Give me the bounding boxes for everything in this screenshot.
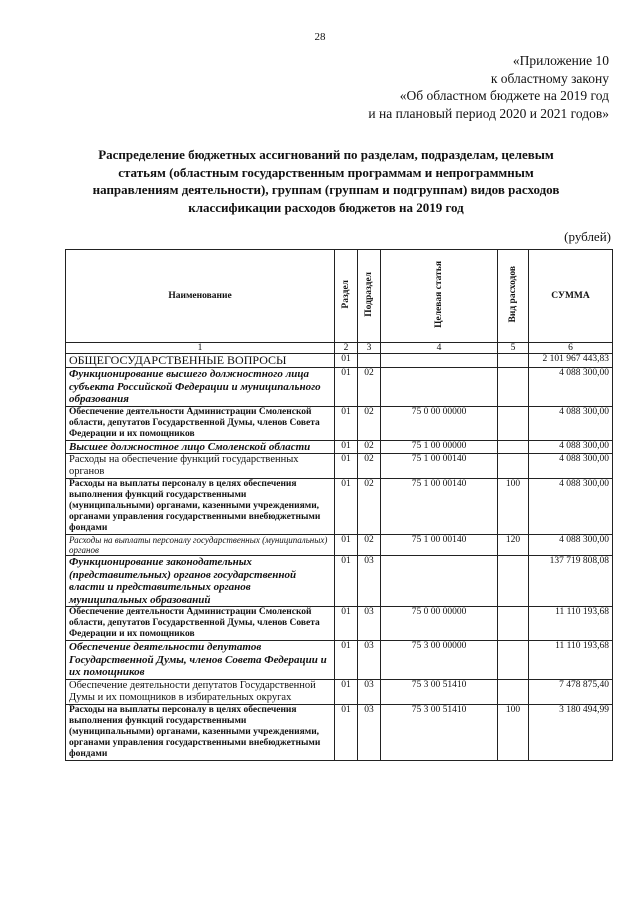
row-target-cell: 75 3 00 51410 — [381, 704, 498, 760]
table-row — [66, 454, 613, 479]
row-target-cell: 75 1 00 00000 — [381, 440, 498, 454]
row-sum-cell: 3 180 494,99 — [529, 704, 613, 760]
row-sum-cell: 137 719 808,08 — [529, 556, 613, 607]
column-number: 4 — [381, 343, 498, 354]
row-section-cell: 01 — [335, 354, 358, 368]
row-section-cell: 01 — [335, 479, 358, 535]
row-expense-type-cell — [498, 641, 529, 680]
column-number: 1 — [66, 343, 335, 354]
row-expense-type-cell — [498, 354, 529, 368]
row-expense-type-cell — [498, 679, 529, 704]
row-section-cell: 01 — [335, 641, 358, 680]
row-section-cell: 01 — [335, 704, 358, 760]
column-number-row — [66, 343, 613, 354]
table-row — [66, 440, 613, 454]
row-name-cell: Функционирование высшего должностного лица субъекта Российской Федерации и муниципального образования — [66, 368, 335, 407]
row-subsection-cell: 03 — [358, 607, 381, 641]
row-name-cell: Расходы на выплаты персоналу в целях обеспечения выполнения функций государственными (муниципальными) органами, казенными учреждениями, органами управления государственными внебюджетными фондами — [66, 704, 335, 760]
row-target-cell: 75 3 00 51410 — [381, 679, 498, 704]
appendix-heading — [368, 52, 609, 122]
table-row — [66, 406, 613, 440]
row-name-cell: Расходы на обеспечение функций государственных органов — [66, 454, 335, 479]
table-row — [66, 556, 613, 607]
title-line-2: статьям (областным государственным программам и непрограммным — [118, 164, 534, 180]
header-sum: СУММА — [529, 250, 613, 343]
row-section-cell: 01 — [335, 454, 358, 479]
table-header-row — [66, 250, 613, 343]
row-subsection-cell — [358, 354, 381, 368]
header-subsection: Подраздел — [358, 250, 381, 343]
row-target-cell: 75 3 00 00000 — [381, 641, 498, 680]
row-target-cell — [381, 556, 498, 607]
row-sum-cell: 4 088 300,00 — [529, 535, 613, 556]
row-subsection-cell: 02 — [358, 454, 381, 479]
row-name-cell: Обеспечение деятельности депутатов Государственной Думы и их помощников в избирательных округах — [66, 679, 335, 704]
column-number: 2 — [335, 343, 358, 354]
row-subsection-cell: 02 — [358, 406, 381, 440]
appendix-line-4: и на плановый период 2020 и 2021 годов» — [368, 105, 609, 121]
row-sum-cell: 4 088 300,00 — [529, 454, 613, 479]
row-sum-cell: 2 101 967 443,83 — [529, 354, 613, 368]
row-target-cell: 75 1 00 00140 — [381, 535, 498, 556]
row-subsection-cell: 03 — [358, 679, 381, 704]
row-target-cell: 75 1 00 00140 — [381, 454, 498, 479]
row-subsection-cell: 02 — [358, 440, 381, 454]
row-expense-type-cell — [498, 406, 529, 440]
row-sum-cell: 4 088 300,00 — [529, 440, 613, 454]
row-name-cell: Расходы на выплаты персоналу в целях обеспечения выполнения функций государственными (муниципальными) органами, казенными учреждениями, органами управления государственными внебюджетными фондами — [66, 479, 335, 535]
column-number: 3 — [358, 343, 381, 354]
row-name-cell: Функционирование законодательных (представительных) органов государственной власти и представительных органов муниципальных образований — [66, 556, 335, 607]
row-expense-type-cell — [498, 454, 529, 479]
row-section-cell: 01 — [335, 556, 358, 607]
row-target-cell — [381, 354, 498, 368]
row-sum-cell: 4 088 300,00 — [529, 406, 613, 440]
row-section-cell: 01 — [335, 679, 358, 704]
column-number: 6 — [529, 343, 613, 354]
row-expense-type-cell — [498, 368, 529, 407]
row-name-cell: ОБЩЕГОСУДАРСТВЕННЫЕ ВОПРОСЫ — [66, 354, 335, 368]
table-row — [66, 479, 613, 535]
row-target-cell: 75 1 00 00140 — [381, 479, 498, 535]
title-line-1: Распределение бюджетных ассигнований по разделам, подразделам, целевым — [98, 147, 554, 162]
row-section-cell: 01 — [335, 406, 358, 440]
row-sum-cell: 4 088 300,00 — [529, 479, 613, 535]
row-section-cell: 01 — [335, 607, 358, 641]
row-name-cell: Расходы на выплаты персоналу государственных (муниципальных) органов — [66, 535, 335, 556]
row-subsection-cell: 03 — [358, 556, 381, 607]
row-expense-type-cell — [498, 556, 529, 607]
row-sum-cell: 11 110 193,68 — [529, 607, 613, 641]
header-section: Раздел — [335, 250, 358, 343]
row-expense-type-cell: 100 — [498, 479, 529, 535]
row-sum-cell: 11 110 193,68 — [529, 641, 613, 680]
row-name-cell: Обеспечение деятельности Администрации Смоленской области, депутатов Государственной Думы, членов Совета Федерации и их помощников — [66, 406, 335, 440]
row-subsection-cell: 02 — [358, 368, 381, 407]
row-name-cell: Высшее должностное лицо Смоленской области — [66, 440, 335, 454]
row-subsection-cell: 03 — [358, 704, 381, 760]
title-line-3: направлениям деятельности), группам (группам и подгруппам) видов расходов — [92, 182, 560, 197]
units-label: (рублей) — [564, 229, 611, 244]
document-title — [40, 146, 612, 216]
header-name: Наименование — [66, 250, 335, 343]
title-line-4: классификации расходов бюджетов на 2019 год — [188, 199, 464, 215]
header-target-article: Целевая статья — [381, 250, 498, 343]
row-target-cell: 75 0 00 00000 — [381, 406, 498, 440]
row-subsection-cell: 03 — [358, 641, 381, 680]
row-name-cell: Обеспечение деятельности депутатов Государственной Думы, членов Совета Федерации и их помощников — [66, 641, 335, 680]
table-row — [66, 641, 613, 680]
row-sum-cell: 4 088 300,00 — [529, 368, 613, 407]
row-expense-type-cell: 100 — [498, 704, 529, 760]
row-name-cell: Обеспечение деятельности Администрации Смоленской области, депутатов Государственной Думы, членов Совета Федерации и их помощников — [66, 607, 335, 641]
row-sum-cell: 7 478 875,40 — [529, 679, 613, 704]
page-number: 28 — [314, 31, 326, 43]
table-row — [66, 679, 613, 704]
appendix-line-1: «Приложение 10 — [512, 53, 609, 68]
row-expense-type-cell: 120 — [498, 535, 529, 556]
row-subsection-cell: 02 — [358, 535, 381, 556]
row-section-cell: 01 — [335, 368, 358, 407]
row-section-cell: 01 — [335, 535, 358, 556]
table-body — [66, 354, 613, 761]
table-row — [66, 354, 613, 368]
table-row — [66, 607, 613, 641]
appendix-line-2: к областному закону — [490, 70, 609, 86]
row-target-cell — [381, 368, 498, 407]
table-row — [66, 368, 613, 407]
row-expense-type-cell — [498, 607, 529, 641]
appendix-line-3: «Об областном бюджете на 2019 год — [399, 88, 609, 103]
row-section-cell: 01 — [335, 440, 358, 454]
row-subsection-cell: 02 — [358, 479, 381, 535]
header-expense-type: Вид расходов — [498, 250, 529, 343]
row-expense-type-cell — [498, 440, 529, 454]
column-number: 5 — [498, 343, 529, 354]
table-row — [66, 704, 613, 760]
row-target-cell: 75 0 00 00000 — [381, 607, 498, 641]
budget-table — [65, 249, 613, 761]
table-row — [66, 535, 613, 556]
